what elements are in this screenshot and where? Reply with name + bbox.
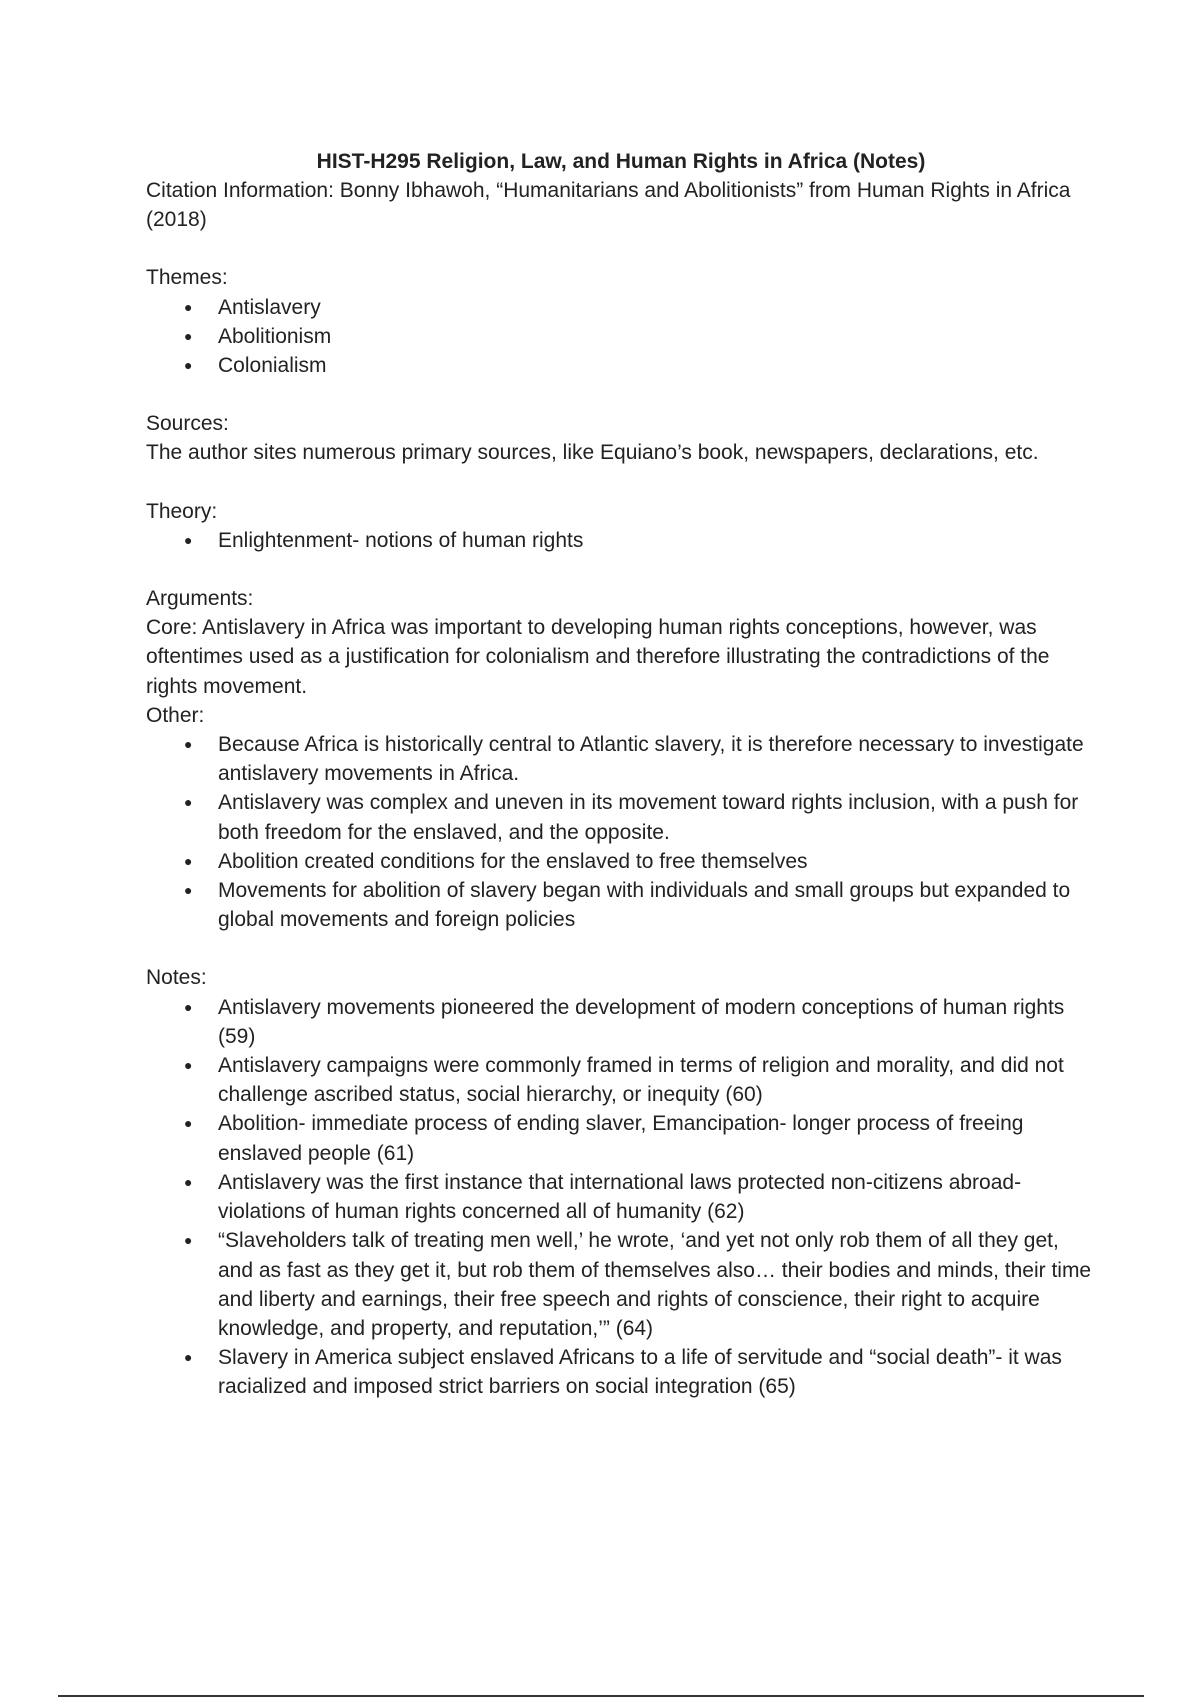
theory-list (146, 526, 1096, 555)
bullet-icon: ● (184, 1057, 193, 1074)
bullet-icon: ● (184, 852, 193, 869)
bullet-icon: ● (184, 882, 193, 899)
spacer (146, 468, 1096, 497)
sources-heading: Sources: (146, 412, 229, 436)
bullet-icon: ● (184, 1349, 193, 1366)
spacer (146, 555, 1096, 584)
notes-list (146, 993, 1096, 1402)
themes-heading: Themes: (146, 266, 228, 290)
bullet-icon: ● (184, 1115, 193, 1132)
bullet-icon: ● (184, 736, 193, 753)
list-item: ● Antislavery was the first instance that international laws protected non-citizens abroad- violations of human rights concerned all of humanity (62) (146, 1168, 1096, 1226)
bullet-icon: ● (184, 1173, 193, 1190)
bullet-icon: ● (184, 357, 193, 374)
list-item: ● Antislavery was complex and uneven in its movement toward rights inclusion, with a push for both freedom for the enslaved, and the opposite. (146, 788, 1096, 846)
theory-heading: Theory: (146, 499, 218, 523)
spacer (146, 934, 1096, 963)
bullet-icon: ● (184, 1232, 193, 1249)
list-item: ● Abolition- immediate process of ending slaver, Emancipation- longer process of freeing enslaved people (61) (146, 1109, 1096, 1167)
list-item: ● Colonialism (146, 351, 1096, 380)
list-item: ● Slavery in America subject enslaved Africans to a life of servitude and “social death”- it was racialized and imposed strict barriers on social integration (65) (146, 1343, 1096, 1401)
list-item: ● Antislavery (146, 293, 1096, 322)
list-item: ● “Slaveholders talk of treating men well,’ he wrote, ‘and yet not only rob them of all they get, and as fast as they get it, but rob them of themselves also… their bodies and minds, their time and liberty and earnings, their free speech and rights of conscience, their right to acquire knowledge, and property, and reputation,’” (64) (146, 1226, 1096, 1343)
themes-list (146, 293, 1096, 381)
list-item: ● Abolitionism (146, 322, 1096, 351)
spacer (146, 234, 1096, 263)
list-item: ● Abolition created conditions for the enslaved to free themselves (146, 847, 1096, 876)
arguments-heading: Arguments: (146, 587, 254, 611)
list-item: ● Antislavery movements pioneered the development of modern conceptions of human rights (59) (146, 993, 1096, 1051)
list-item: ● Movements for abolition of slavery began with individuals and small groups but expanded to global movements and foreign policies (146, 876, 1096, 934)
other-heading: Other: (146, 703, 205, 727)
citation-text: Citation Information: Bonny Ibhawoh, “Humanitarians and Abolitionists” from Human Rights in Africa (2018) (146, 179, 1071, 232)
core-argument-text: Core: Antislavery in Africa was important to developing human rights conceptions, however, was oftentimes used as a justification for colonialism and therefore illustrating the contradictions of the rights movement. (146, 616, 1050, 698)
bullet-icon: ● (184, 794, 193, 811)
page-title: HIST-H295 Religion, Law, and Human Rights in Africa (Notes) (316, 150, 926, 173)
document-page (146, 147, 1096, 1402)
spacer (146, 380, 1096, 409)
list-item: ● Because Africa is historically central to Atlantic slavery, it is therefore necessary to investigate antislavery movements in Africa. (146, 730, 1096, 788)
bullet-icon: ● (184, 327, 193, 344)
notes-heading: Notes: (146, 966, 207, 990)
bottom-divider (58, 1695, 1144, 1697)
bullet-icon: ● (184, 298, 193, 315)
sources-text: The author sites numerous primary sources, like Equiano’s book, newspapers, declarations, etc. (146, 441, 1039, 465)
bullet-icon: ● (184, 531, 193, 548)
list-item: ● Antislavery campaigns were commonly framed in terms of religion and morality, and did not challenge ascribed status, social hierarchy, or inequity (60) (146, 1051, 1096, 1109)
bullet-icon: ● (184, 998, 193, 1015)
other-arguments-list (146, 730, 1096, 934)
list-item: ● Enlightenment- notions of human rights (146, 526, 1096, 555)
